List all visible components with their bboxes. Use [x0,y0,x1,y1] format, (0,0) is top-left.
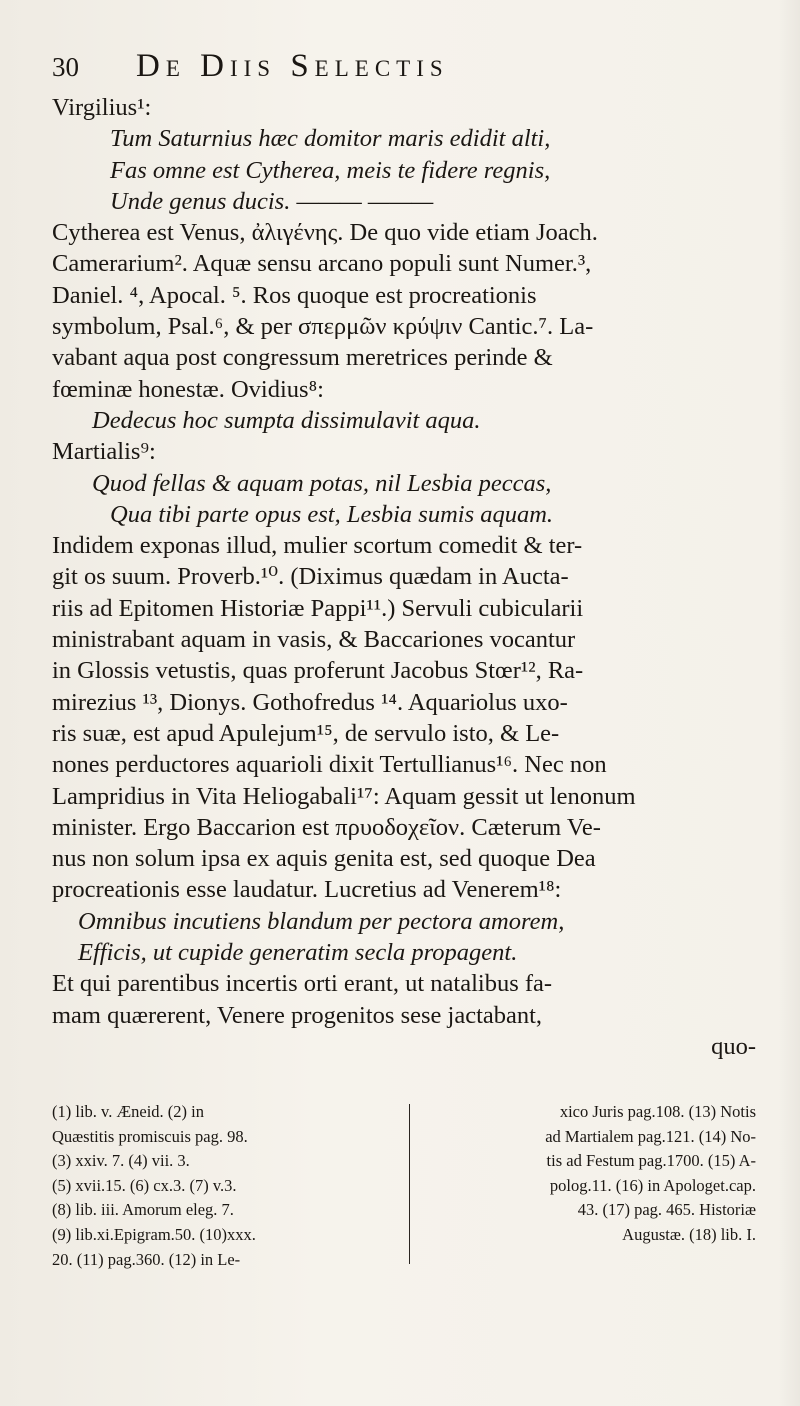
text-line: vabant aqua post congressum meretrices perinde & [52,344,553,372]
text-line: mirezius ¹³, Dionys. Gothofredus ¹⁴. Aquariolus uxo- [52,688,568,716]
text-line: nus non solum ipsa ex aquis genita est, sed quoque Dea [52,845,596,873]
footnote-line: polog.11. (16) in Apologet.cap. [549,1175,756,1195]
text-line: Virgilius¹: [52,94,152,121]
footnote-line: ad Martialem pag.121. (14) No- [545,1126,756,1146]
footnotes-right-column [426,1100,772,1248]
footnote-line: (1) lib. v. Æneid. (2) in [52,1102,204,1121]
footnote-line: 20. (11) pag.360. (12) in Le- [52,1249,241,1269]
text-line: quo- [711,1032,756,1060]
footnote-line: tis ad Festum pag.1700. (15) A- [546,1151,756,1171]
text-line: Indidem exponas illud, mulier scortum comedit & ter- [52,532,583,560]
text-line: mam quærerent, Venere progenitos sese jactabant, [52,1001,543,1029]
text-line: Martialis⁹: [52,438,156,466]
text-line: Daniel. ⁴, Apocal. ⁵. Ros quoque est procreationis [52,281,537,309]
page-number: 30 [52,52,79,82]
text-line: Et qui parentibus incertis orti erant, ut natalibus fa- [52,970,553,998]
text-line: Lampridius in Vita Heliogabali¹⁷: Aquam gessit ut lenonum [52,782,636,810]
text-line: Efficis, ut cupide generatim secla propagent. [78,939,518,967]
text-line: Camerarium². Aquæ sensu arcano populi sunt Numer.³, [52,250,592,278]
text-line: Omnibus incutiens blandum per pectora amorem, [78,907,565,935]
footnote-line: (5) xvii.15. (6) cx.3. (7) v.3. [52,1175,237,1195]
text-line: Quod fellas & aquam potas, nil Lesbia peccas, [92,469,552,497]
footnote-line: Augustæ. (18) lib. I. [622,1224,756,1244]
running-title: De Diis Selectis [136,48,449,84]
running-header [52,48,752,98]
text-line: ministrabant aquam in vasis, & Baccariones vocantur [52,626,576,654]
text-line: Dedecus hoc sumpta dissimulavit aqua. [92,406,481,434]
page-edge-shadow [778,0,800,1406]
text-line: fœminæ honestæ. Ovidius⁸: [52,375,324,403]
text-line: Unde genus ducis. ——— ——— [110,187,434,215]
text-line: procreationis esse laudatur. Lucretius ad Venerem¹⁸: [52,876,562,904]
footnote-line: (8) lib. iii. Amorum eleg. 7. [52,1200,234,1220]
text-line: nones perductores aquarioli dixit Tertullianus¹⁶. Nec non [52,751,607,779]
text-line: in Glossis vetustis, quas proferunt Jacobus Stœr¹², Ra- [52,657,584,685]
footnotes [52,1100,756,1310]
text-line: git os suum. Proverb.¹⁰. (Diximus quædam in Aucta- [52,563,569,591]
text-line: Cytherea est Venus, ἀλιγένης. De quo vide etiam Joach. [52,219,598,247]
text-line: riis ad Epitomen Historiæ Pappi¹¹.) Servuli cubicularii [52,594,584,622]
footnote-line: 43. (17) pag. 465. Historiæ [577,1200,756,1220]
text-line: ris suæ, est apud Apulejum¹⁵, de servulo isto, & Le- [52,719,560,747]
footnote-line: xico Juris pag.108. (13) Notis [559,1102,756,1121]
text-line: symbolum, Psal.⁶, & per σπερμῶν κρύψιν Cantic.⁷. La- [52,313,594,341]
footnotes-left-column [52,1100,382,1272]
footnote-line: (3) xxiv. 7. (4) vii. 3. [52,1151,190,1171]
main-text [52,92,772,1062]
text-line: minister. Ergo Baccarion est πρυοδοχεῖον. Cæterum Ve- [52,813,601,841]
text-line: Qua tibi parte opus est, Lesbia sumis aquam. [110,500,554,528]
text-line: Fas omne est Cytherea, meis te fidere regnis, [110,156,551,184]
footnote-column-divider [409,1104,410,1264]
footnote-line: Quæstitis promiscuis pag. 98. [52,1126,248,1146]
text-line: Tum Saturnius hæc domitor maris edidit alti, [110,125,551,153]
footnote-line: (9) lib.xi.Epigram.50. (10)xxx. [52,1224,256,1244]
